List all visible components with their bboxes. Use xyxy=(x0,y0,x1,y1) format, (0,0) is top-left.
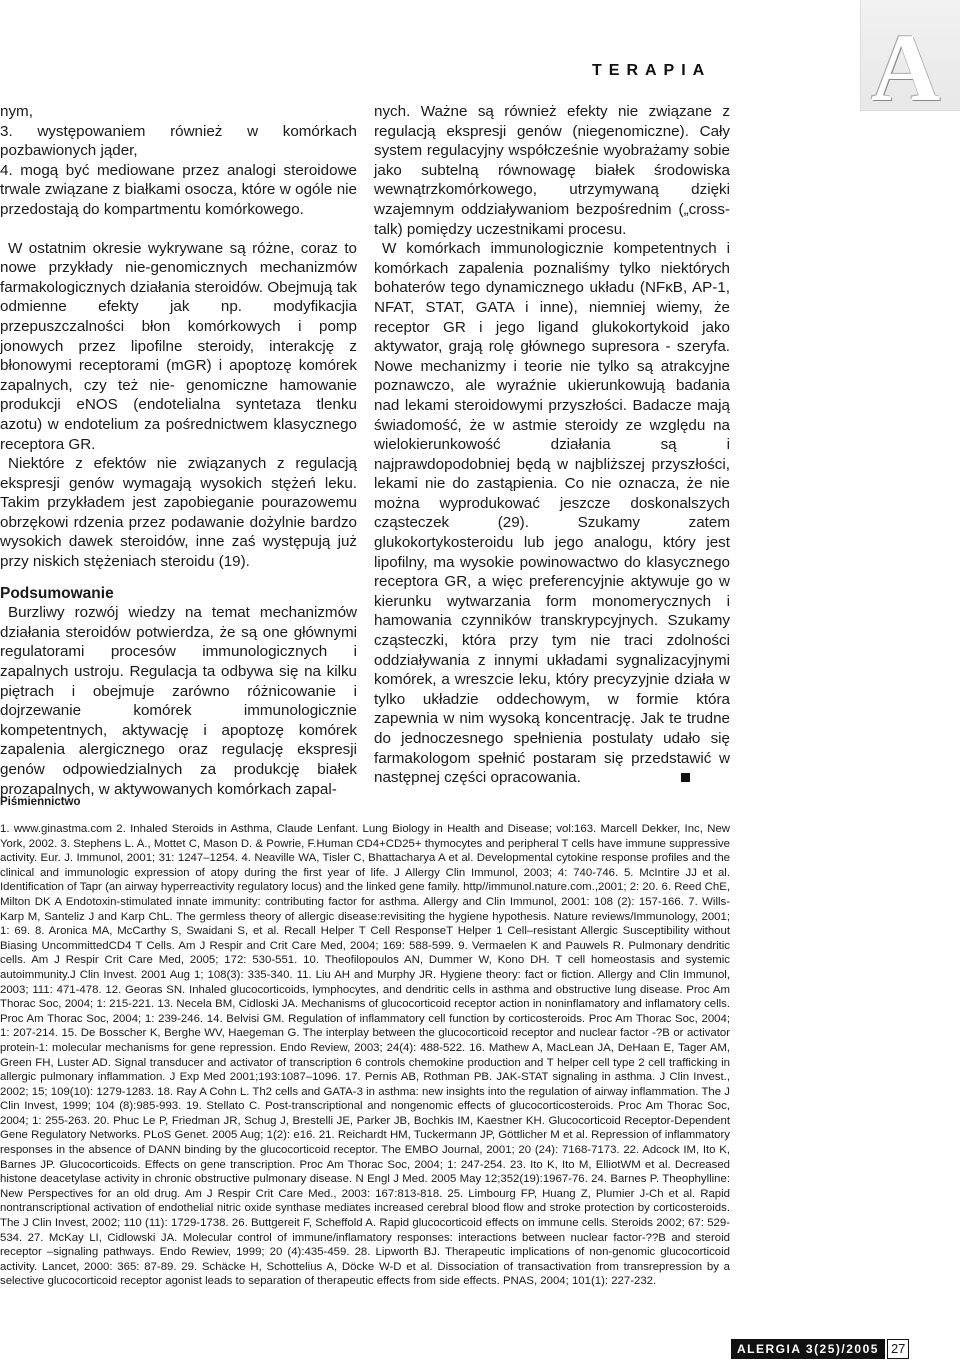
paragraph: W ostatnim okresie wykrywane są różne, coraz to nowe przykłady nie-genomicznych mechanizmów farmakologicznych działania steroidów. Obejmują tak odmienne efekty jak np. modyfikacjia przepuszczalności błon komórkowych i pomp jonowych przez lipofilne steroidy, interakcję z błonowymi receptorami (mGR) i apoptozę komórek zapalnych, czy też nie- genomiczne hamowanie produkcji eNOS (endotelialna syntetaza tlenku azotu) w endotelium za pośrednictwem klasycznego receptora GR. xyxy=(0,239,357,453)
paragraph: 4. mogą być mediowane przez analogi steroidowe trwale związane z białkami osocza, które w ogóle nie przedostają do kompartmentu komórkowego. xyxy=(0,161,357,218)
references-title: Piśmiennictwo xyxy=(0,796,81,808)
section-title: Podsumowanie xyxy=(0,584,114,602)
paragraph: Niektóre z efektów nie związanych z regulacją ekspresji genów wymagają wysokich stężeń leku. Takim przykładem jest zapobieganie pourazowemu obrzękowi rdzenia przez podawanie dożylnie bardzo wysokich dawek steroidów, inne zaś występują już przy niskich stężeniach steroidu (19). xyxy=(0,455,357,571)
paragraph xyxy=(374,239,730,788)
paragraph: Burzliwy rozwój wiedzy na temat mechanizmów działania steroidów potwierdza, że są one głównymi regulatorami procesów immunologicznych i zapalnych ustroju. Regulacja ta odbywa się na kilku piętrach i obejmuje zarówno różnicowanie i dojrzewanie komórek immunologicznie kompetentnych, aktywację i apoptozę komórek zapalenia alergicznego oraz regulację ekspresji genów odpowiedzialnych za produkcję białek prozapalnych, w aktywowanych komórkach zapal- xyxy=(0,604,357,798)
paragraph: nym, xyxy=(0,103,33,120)
corner-logo-block xyxy=(860,0,960,121)
section-header: TERAPIA xyxy=(592,62,712,79)
references-list: 1. www.ginastma.com 2. Inhaled Steroids in Asthma, Claude Lenfant. Lung Biology in Health and Disease; vol:163. Marcell Dekker, Inc, New York, 2002. 3. Stephens L. A., Mottet C, Mason D. & Powrie, F.Human CD4+CD25+ thymocytes and peripheral T cells have immune suppressive activity. Eur. J. Immunol, 2001; 31: 1247–1254. 4. Neaville WA, Tisler C, Bhattacharya A et al. Developmental cytokine response profiles and the clinical and immunologic expression of atopy during the first year of life. J Allergy Clin Immunol, 2003; 4: 740-746. 5. McIntire JJ et al. Identification of Tapr (an airway hyperreactivity regulatory locus) and the linked gene family. http//immunol.nature.com.,2001; 2: 20. 6. Reed ChE, Milton DK A Endotoxin-stimulated innate immunity: contributing factor for asthma. Allergy and Clin Immunol, 2001: 108 (2): 157-166. 7. Wills-Karp M, Santeliz J and Karp ChL. The germless theory of allergic disease:revisiting the hygiene hypothesis. Nature reviews/Immunology, 2001; 1: 69. 8. Aronica MA, McCarthy S, Swaidani S, et al. Recall Helper T Cell ResponseT Helper 1 Cell–resistant Allergic Susceptibility without Biasing UncommittedCD4 T Cells. Am J Respir and Crit Care Med, 2004; 169: 588-599. 9. Vermaelen K and Pauwels R. Pulmonary dendritic cells. Am J Respir Crit Care Med, 2005; 172: 530-551. 10. Theofilopoulos AN, Dummer W, Kono DH. T cell homeostasis and systemic autoimmunity.J Clin Invest. 2001 Aug 1; 108(3): 335-340. 11. Liu AH and Murphy JR. Hygiene theory: fact or fiction. Allergy and Clin Immunol, 2003; 111: 471-478. 12. Georas SN. Inhaled glucocorticoids, lymphocytes, and dendritic cells in asthma and obstructive lung disease. Proc Am Thorac Soc, 2004; 1: 215-221. 13. Necela BM, Cidloski JA. Mechanisms of glucocorticoid receptor action in noninflamatory and inflamatory cells. Proc Am Thorac Soc, 2004; 1: 239-246. 14. Belvisi GM. Regulation of inflammatory cell function by corticosteroids. Proc Am Thorac Soc, 2004; 1: 207-214. 15. De Bosscher K, Berghe WV, Haegeman G. The interplay between the glucocorticoid receptor and nuclear factor -?B or activator protein-1: molecular mechanisms for gene repression. Endo Review, 2003; 24(4): 488-522. 16. Mathew A, MacLean JA, DeHaan E, Tager AM, Green FH, Luster AD. Signal transducer and activator of transcription 6 controls chemokine production and T helper cell type 2 cell trafficking in allergic pulmonary inflammation. J Exp Med 2001;193:1087–1096. 17. Pernis AB, Rothman PB. JAK-STAT signaling in asthma. J Clin Invest., 2002; 15; 109(10): 1279-1283. 18. Ray A Cohn L. Th2 cells and GATA-3 in asthma: new insights into the regulation of airway inflammation. The J Clin Invest, 1999; 104 (8):985-993. 19. Stellato C. Post-transcriptional and nongenomic effects of glucocorticosteroids. Proc Am Thorac Soc, 2004; 1: 255-263. 20. Phuc Le P, Friedman JR, Schug J, Brestelli JE, Parker JB, Bochkis IM, Kaestner KH. Glucocorticoid Receptor-Dependent Gene Regulatory Networks. PLoS Genet. 2005 Aug; 1(2): e16. 21. Reichardt HM, Tuckermann JP, Göttlicher M et al. Repression of inflammatory responses in the absence of DANN binding by the glucocorticoid receptor. The EMBO Journal, 2001; 20 (24): 7168-7173. 22. Adcock IM, Ito K, Barnes JP. Glucocorticoids. Effects on gene transcription. Proc Am Thorac Soc, 2004; 1: 247-254. 23. Ito K, Ito M, ElliotWM et al. Decreased histone deacetylase activity in chronic obstructive pulmonary disease. N Engl J Med. 2005 May 12;352(19):1967-76. 24. Barnes P. Theophylline: New Perspectives for an old drug. Am J Respir Crit Care Med., 2003: 167:813-818. 25. Limbourg FP, Huang Z, Plumier J-Ch et al. Rapid nontranscriptional activation of endothelial nitric oxide synthase mediates increased cerebral blood flow and stroke protection by corticosteroids. The J Clin Invest, 2002; 110 (11): 1729-1738. 26. Buttgereit F, Scheffold A. Rapid glucocorticoid effects on immune cells. Steroids 2002; 67: 529-534. 27. McKay LI, Cidlowski JA. Molecular control of immune/inflamatory responses: interactions between nuclear factor-??B and steroid receptor –signaling pathways. Endo Rewiev, 1999; 20 (4):435-459. 28. Lipworth BJ. Therapeutic implications of non-genomic glucocorticoid activity. Lancet, 2000: 365: 87-89. 29. Schäcke H, Schottelius A, Döcke W-D et al. Dissociation of transactivation from transrepression by a selective glucocorticoid receptor agonist leads to separation of therapeutic effects from side effects. PNAS, 2004; 101(1): 227-232. xyxy=(0,823,730,1288)
paragraph: 3. występowaniem również w komórkach pozbawionych jąder, xyxy=(0,122,357,160)
end-of-article-icon xyxy=(681,773,690,782)
corner-logo-glyph: A xyxy=(871,14,941,121)
paragraph-text: W komórkach immunologicznie kompetentnych i komórkach zapalenia poznaliśmy tylko niektórych bohaterów tego dynamicznego układu (NFκB, AP-1, NFAT, STAT, GATA i inne), niemniej wiemy, że receptor GR i jego ligand glukokortykoid jako aktywator, grają rolę głównego supresora - szeryfa. Nowe mechanizmy i teorie nie tylko są atrakcyjne poznawczo, ale wyraźnie ukierunkowują badania nad lekami steroidowymi przyszłości. Badacze mają świadomość, że w astmie steroidy ze względu na wielokierunkowość działania są i najprawdopodobniej będą w najbliższej przyszłości, lekami nie do zastąpienia. Co nie oznacza, że nie można wyprodukować jeszcze doskonalszych cząsteczek (29). Szukamy zatem glukokortykosteroidu lub jego analogu, który jest lipofilny, ma wysokie powinowactwo do klasycznego receptora GR, a więc preferencyjnie aktywuje go w kierunku wytwarzania form monomerycznych i hamowania czynników transkrypcyjnych. Szukamy cząsteczki, która przy tym nie traci zdolności oddziaływania z innymi układami sygnalizacyjnymi komórek, a wreszcie leku, który precyzyjnie działa w tylko układzie oddechowym, w formie która zapewnia w nim wysoką koncentrację. Jak te trudne do jednoczesnego spełnienia postulaty udało się farmakologom spełnić postaram się przedstawić w następnej części opracowania. xyxy=(374,240,730,787)
left-column xyxy=(0,102,357,799)
right-column xyxy=(374,102,730,788)
paragraph: nych. Ważne są również efekty nie związane z regulacją ekspresji genów (niegenomiczne). Cały system regulacyjny współcześnie wyobrażamy sobie jako subtelną równowagę białek środowiska wewnątrzkomórkowego, utrzymywaną dzięki wzajemnym oddziaływaniom bezpośrednim („cross-talk) pomiędzy uczestnikami procesu. xyxy=(374,103,730,238)
journal-label: ALERGIA 3(25)/2005 xyxy=(731,1339,885,1359)
page-number: 27 xyxy=(887,1339,909,1359)
page-footer xyxy=(731,1339,909,1359)
